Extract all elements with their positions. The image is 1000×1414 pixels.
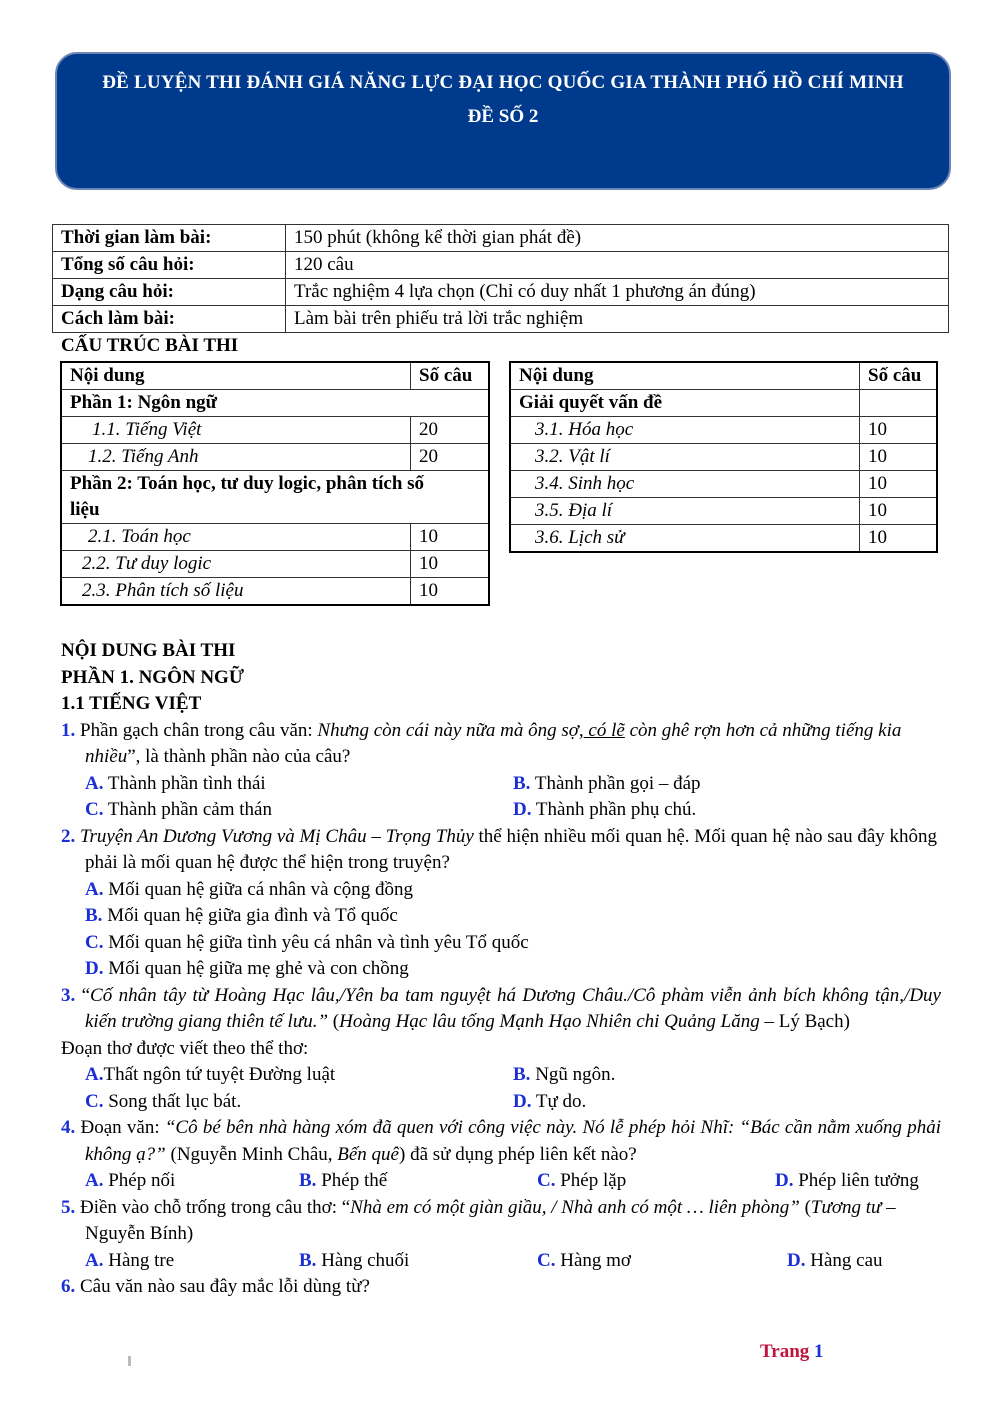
page-label: Trang bbox=[760, 1341, 810, 1362]
part-heading-cont: liệu bbox=[61, 497, 489, 524]
underlined-phrase: có lẽ bbox=[583, 719, 625, 741]
table-row bbox=[61, 471, 489, 498]
question-number: 4. bbox=[61, 1117, 76, 1138]
option-d[interactable]: D. Hàng cau bbox=[787, 1249, 883, 1271]
section-name: 3.1. Hóa học bbox=[510, 417, 860, 444]
question-text: Câu văn nào sau đây mắc lỗi dùng từ? bbox=[75, 1276, 370, 1297]
section-count: 10 bbox=[860, 444, 938, 471]
question-5: 5. Điền vào chỗ trống trong câu thơ: “Nhà em có một giàn giầu, / Nhà anh có một … liên phòng” (Tương tư – Nguyễn Bính) bbox=[61, 1196, 896, 1244]
exam-content bbox=[61, 638, 941, 1301]
table-row bbox=[61, 524, 489, 551]
page-number: 1 bbox=[814, 1341, 824, 1362]
option-a[interactable]: A.Thất ngôn tứ tuyệt Đường luật bbox=[85, 1064, 336, 1085]
info-value: 150 phút (không kể thời gian phát đề) bbox=[286, 225, 949, 252]
part-heading: Giải quyết vấn đề bbox=[510, 390, 860, 417]
options-row bbox=[61, 1248, 941, 1275]
section-name: 3.2. Vật lí bbox=[510, 444, 860, 471]
exam-number: ĐỀ SỐ 2 bbox=[467, 106, 539, 127]
part-heading: Phần 2: Toán học, tư duy logic, phân tích số bbox=[61, 471, 489, 498]
question-4: 4. Đoạn văn: “Cô bé bên nhà hàng xóm đã quen với công việc này. Nó lễ phép hỏi Nhĩ: “Bác cần nằm xuống phải không ạ?” (Nguyễn Minh Châu, Bến quê) đã sử dụng phép liên kết nào? bbox=[61, 1117, 941, 1165]
structure-table-right bbox=[509, 361, 938, 553]
info-value: 120 câu bbox=[286, 252, 949, 279]
option-c[interactable]: C. Mối quan hệ giữa tình yêu cá nhân và tình yêu Tổ quốc bbox=[85, 931, 529, 953]
table-row bbox=[510, 444, 937, 471]
structure-table-left bbox=[60, 361, 490, 606]
table-header-row bbox=[61, 362, 489, 390]
quote-text: Nhưng còn cái này nữa mà ông sợ, bbox=[317, 719, 584, 741]
table-row bbox=[53, 306, 949, 333]
table-row bbox=[61, 417, 489, 444]
page-footer bbox=[760, 1341, 824, 1363]
work-title: Tương tư bbox=[810, 1196, 882, 1218]
table-row bbox=[53, 279, 949, 306]
section-count: 10 bbox=[860, 525, 938, 553]
content-heading: NỘI DUNG BÀI THI bbox=[61, 640, 236, 661]
option-b[interactable]: B. Thành phần gọi – đáp bbox=[513, 772, 701, 794]
options-row bbox=[61, 1062, 941, 1089]
section-count: 10 bbox=[411, 551, 490, 578]
section-name: 1.1. Tiếng Việt bbox=[61, 417, 411, 444]
section-count: 10 bbox=[411, 524, 490, 551]
section-name: 2.1. Toán học bbox=[61, 524, 411, 551]
option-a[interactable]: A. Mối quan hệ giữa cá nhân và cộng đồng bbox=[85, 878, 413, 900]
question-1 bbox=[61, 718, 941, 771]
info-key: Tổng số câu hỏi: bbox=[53, 252, 286, 279]
question-prompt: Đoạn thơ được viết theo thể thơ: bbox=[61, 1037, 309, 1059]
info-key: Thời gian làm bài: bbox=[53, 225, 286, 252]
table-row bbox=[61, 497, 489, 524]
question-number: 6. bbox=[61, 1276, 76, 1297]
section-count: 20 bbox=[411, 417, 490, 444]
work-title: Truyện An Dương Vương và Mị Châu – Trọng Thủy bbox=[80, 825, 474, 847]
work-title: Bến quê bbox=[337, 1143, 399, 1165]
section-name: 1.2. Tiếng Anh bbox=[61, 444, 411, 471]
section-name: 3.4. Sinh học bbox=[510, 471, 860, 498]
table-row bbox=[53, 252, 949, 279]
option-d[interactable]: D. Mối quan hệ giữa mẹ ghẻ và con chồng bbox=[85, 958, 409, 979]
table-row bbox=[510, 390, 937, 417]
option-d[interactable]: D. Tự do. bbox=[513, 1090, 587, 1112]
option-b[interactable]: B. Hàng chuối bbox=[299, 1249, 410, 1271]
section-name: 3.5. Địa lí bbox=[510, 498, 860, 525]
option-c[interactable]: C. Song thất lục bát. bbox=[85, 1090, 242, 1112]
section-name: 2.3. Phân tích số liệu bbox=[61, 578, 411, 606]
options-row bbox=[61, 797, 941, 824]
options-row bbox=[61, 1089, 941, 1116]
section-title: 1.1 TIẾNG VIỆT bbox=[61, 693, 202, 714]
option-b[interactable]: B. Phép thế bbox=[299, 1170, 388, 1191]
source-author: – Lý Bạch) bbox=[759, 1011, 850, 1032]
question-number: 3. bbox=[61, 984, 76, 1006]
table-row bbox=[61, 390, 489, 417]
info-value: Trắc nghiệm 4 lựa chọn (Chỉ có duy nhất 1 phương án đúng) bbox=[286, 279, 949, 306]
exam-title: ĐỀ LUYỆN THI ĐÁNH GIÁ NĂNG LỰC ĐẠI HỌC QUỐC GIA THÀNH PHỐ HỒ CHÍ MINH bbox=[102, 72, 904, 93]
option-c[interactable]: C. Phép lặp bbox=[537, 1170, 627, 1191]
option-a[interactable]: A. Hàng tre bbox=[85, 1249, 175, 1271]
section-count: 10 bbox=[411, 578, 490, 606]
column-header-content: Nội dung bbox=[510, 362, 860, 390]
section-count: 10 bbox=[860, 417, 938, 444]
source-title: Hoàng Hạc lâu tống Mạnh Hạo Nhiên chi Quảng Lăng bbox=[339, 1011, 760, 1032]
question-text: Phần gạch chân trong câu văn: bbox=[75, 719, 318, 741]
column-header-count: Số câu bbox=[411, 362, 490, 390]
table-row bbox=[510, 471, 937, 498]
exam-info-table bbox=[52, 224, 949, 333]
question-number: 2. bbox=[61, 825, 76, 847]
options-row bbox=[61, 1168, 941, 1195]
section-name: 2.2. Tư duy logic bbox=[61, 551, 411, 578]
question-text: ”, là thành phần nào của câu? bbox=[127, 746, 351, 767]
question-number: 1. bbox=[61, 719, 76, 741]
options-row bbox=[61, 771, 941, 798]
poem-text: Cố nhân tây từ Hoàng Hạc lâu,/Yên ba tam nguyệt há Dương Châu./Cô phàm viễn ảnh bích không tận,/Duy kiến trường giang thiên tế lưu.” bbox=[85, 984, 941, 1032]
scan-mark bbox=[128, 1356, 131, 1366]
question-number: 5. bbox=[61, 1196, 76, 1218]
table-row bbox=[510, 417, 937, 444]
option-d[interactable]: D. Thành phần phụ chú. bbox=[513, 799, 697, 820]
option-c[interactable]: C. Hàng mơ bbox=[537, 1249, 631, 1271]
section-name: 3.6. Lịch sử bbox=[510, 525, 860, 553]
quote-text: còn ghê rợn hơn cả những tiếng kia nhiều bbox=[85, 719, 902, 767]
table-row bbox=[61, 578, 489, 606]
section-count: 20 bbox=[411, 444, 490, 471]
question-2 bbox=[61, 824, 941, 877]
question-text: thể hiện nhiều mối quan hệ. Mối quan hệ nào sau đây không phải là mối quan hệ được thể hiện trong truyện? bbox=[85, 825, 938, 873]
part-heading: Phần 1: Ngôn ngữ bbox=[61, 390, 489, 417]
info-key: Cách làm bài: bbox=[53, 306, 286, 333]
column-header-count: Số câu bbox=[860, 362, 938, 390]
empty-cell bbox=[860, 390, 938, 417]
quote-text: “Cô bé bên nhà hàng xóm đã quen với công việc này. Nó lễ phép hỏi Nhĩ: “Bác cần nằm xuống phải không ạ?” bbox=[85, 1117, 941, 1165]
header-banner bbox=[55, 52, 951, 190]
table-header-row bbox=[510, 362, 937, 390]
table-row bbox=[510, 525, 937, 553]
question-3: 3. “Cố nhân tây từ Hoàng Hạc lâu,/Yên ba tam nguyệt há Dương Châu./Cô phàm viễn ảnh bích không tận,/Duy kiến trường giang thiên tế lưu.” (Hoàng Hạc lâu tống Mạnh Hạo Nhiên chi Quảng Lăng – Lý Bạch) bbox=[61, 984, 941, 1032]
info-value: Làm bài trên phiếu trả lời trắc nghiệm bbox=[286, 306, 949, 333]
option-c[interactable]: C. Thành phần cảm thán bbox=[85, 799, 272, 820]
info-key: Dạng câu hỏi: bbox=[53, 279, 286, 306]
column-header-content: Nội dung bbox=[61, 362, 411, 390]
option-b[interactable]: B. Ngũ ngôn. bbox=[513, 1064, 616, 1085]
table-row bbox=[510, 498, 937, 525]
option-a[interactable]: A. Thành phần tình thái bbox=[85, 772, 266, 794]
structure-title: CẤU TRÚC BÀI THI bbox=[61, 335, 239, 356]
table-row bbox=[61, 551, 489, 578]
section-count: 10 bbox=[860, 471, 938, 498]
table-row bbox=[61, 444, 489, 471]
table-row bbox=[53, 225, 949, 252]
option-b[interactable]: B. Mối quan hệ giữa gia đình và Tổ quốc bbox=[85, 905, 398, 926]
section-count: 10 bbox=[860, 498, 938, 525]
quote-text: Nhà em có một giàn giầu, / Nhà anh có một … liên phòng” bbox=[350, 1196, 800, 1218]
question-6 bbox=[61, 1274, 941, 1301]
part-title: PHẦN 1. NGÔN NGỮ bbox=[61, 666, 244, 688]
option-d[interactable]: D. Phép liên tưởng bbox=[775, 1170, 919, 1191]
option-a[interactable]: A. Phép nối bbox=[85, 1170, 176, 1191]
